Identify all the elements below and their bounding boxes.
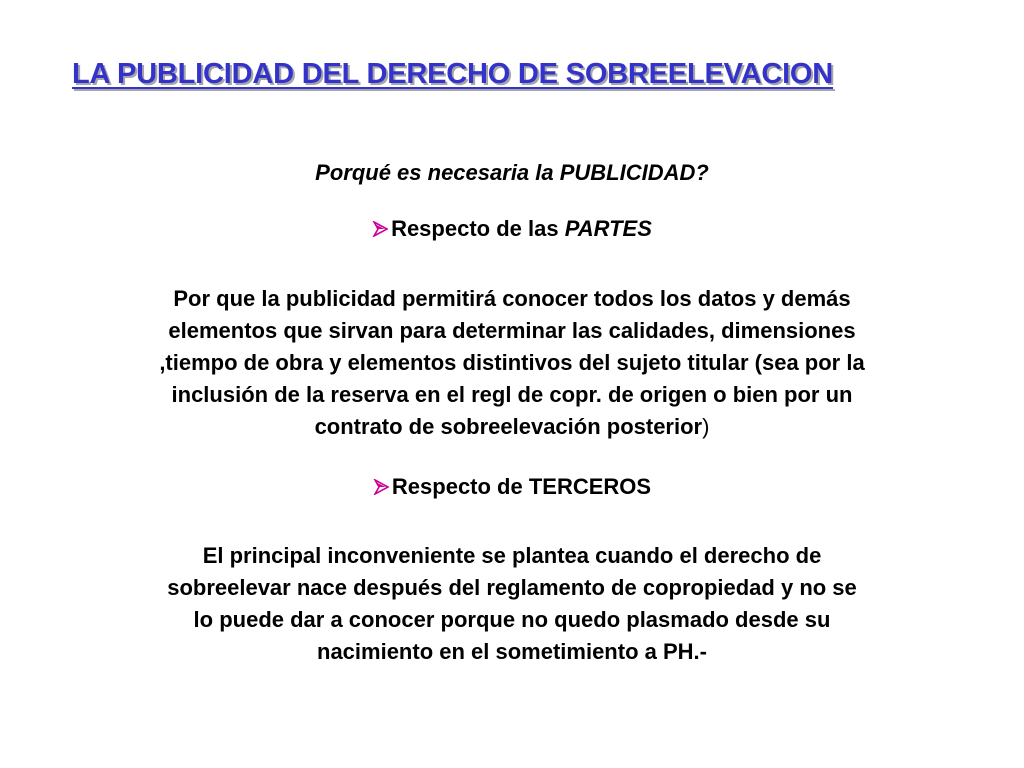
- bullet-terceros: [0, 474, 1024, 500]
- bullet-terceros-label: Respecto de TERCEROS: [391, 474, 652, 499]
- bullet-partes: [0, 216, 1024, 242]
- paragraph-terceros: [24, 540, 1000, 668]
- bullet-partes-label: Respecto de las: [391, 216, 565, 241]
- paragraph-line: sobreelevar nace después del reglamento de copropiedad y no se: [167, 575, 857, 600]
- paragraph-partes: [24, 283, 1000, 443]
- paragraph-line-last: [24, 411, 1000, 443]
- paragraph-line: inclusión de la reserva en el regl de copr. de origen o bien por un: [171, 382, 853, 407]
- paragraph-line: elementos que sirvan para determinar las calidades, dimensiones: [168, 318, 856, 343]
- paragraph-line-text: contrato de sobreelevación posterior: [314, 414, 703, 439]
- paragraph-line: Por que la publicidad permitirá conocer todos los datos y demás: [173, 286, 851, 311]
- bullet-partes-emphasis: PARTES: [564, 216, 652, 241]
- closing-parenthesis: ): [702, 414, 710, 439]
- arrow-bullet-icon: [373, 479, 389, 495]
- paragraph-line: lo puede dar a conocer porque no quedo plasmado desde su: [193, 607, 831, 632]
- paragraph-line: ,tiempo de obra y elementos distintivos del sujeto titular (sea por la: [159, 350, 865, 375]
- slide-title: LA PUBLICIDAD DEL DERECHO DE SOBREELEVACION: [72, 58, 834, 90]
- arrow-bullet-icon: [372, 221, 388, 237]
- paragraph-line: El principal inconveniente se plantea cuando el derecho de: [202, 543, 822, 568]
- question-heading: Porqué es necesaria la PUBLICIDAD?: [315, 160, 709, 185]
- paragraph-line: nacimiento en el sometimiento a PH.-: [317, 639, 707, 664]
